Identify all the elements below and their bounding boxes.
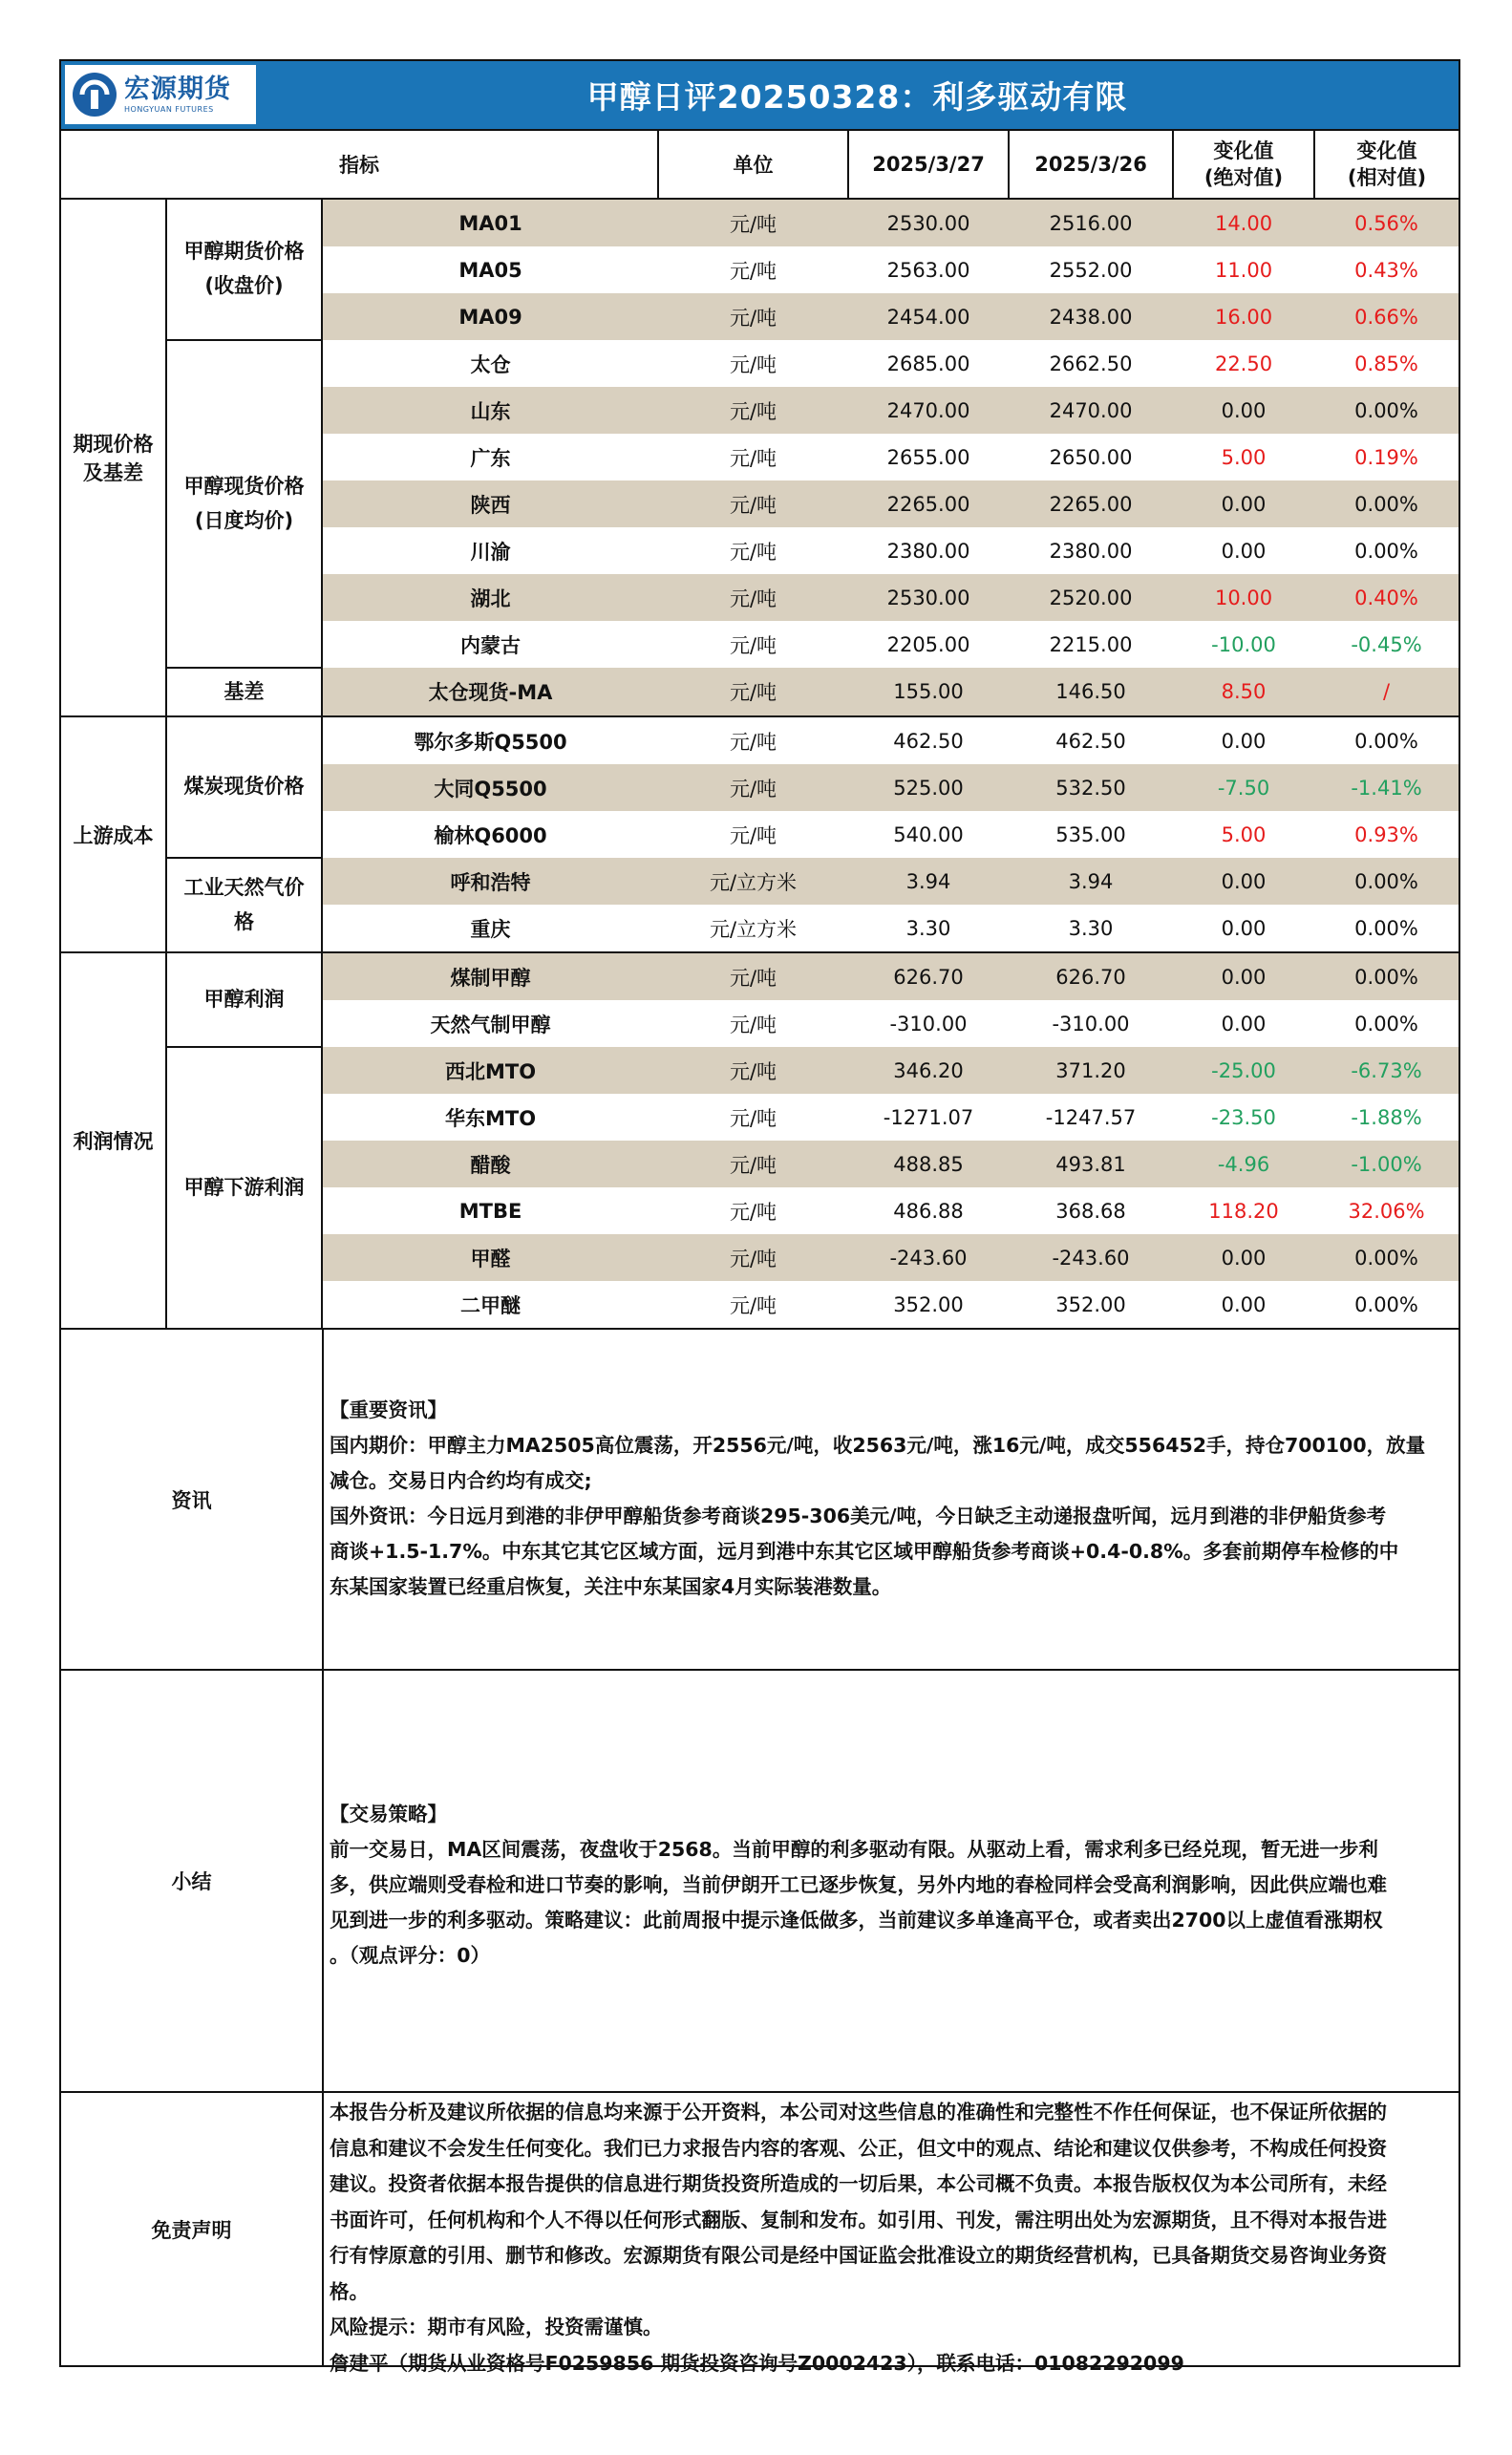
abs-change: -23.50: [1211, 1105, 1276, 1129]
unit-cell: 元/吨: [729, 1106, 777, 1130]
abs-change: 14.00: [1173, 199, 1314, 246]
indicator-name: 大同Q5500: [322, 764, 658, 811]
indicator-table: [61, 131, 1459, 1330]
disclaimer-label: 免责声明: [61, 2093, 324, 2365]
unit-cell: 元/吨: [729, 1200, 777, 1224]
value-date1: -310.00: [889, 1012, 968, 1035]
unit-cell: 元/吨: [729, 259, 777, 283]
unit-cell: 元/立方米: [658, 858, 848, 905]
rel-change: 0.00%: [1314, 1234, 1459, 1281]
subgroup-downstream-profit: 甲醇下游利润: [166, 1047, 322, 1329]
indicator-name: 二甲醚: [322, 1281, 658, 1329]
disclaimer-line: 詹建平（期货从业资格号F0259856 期货投资咨询号Z0002423），联系电话：01082292099: [330, 2351, 1184, 2375]
indicator-name: 天然气制甲醇: [430, 1013, 551, 1036]
abs-change: -4.96: [1173, 1141, 1314, 1187]
indicator-name: 川渝: [470, 540, 511, 564]
rel-change: 0.00%: [1314, 952, 1459, 1000]
rel-change: -1.41%: [1314, 764, 1459, 811]
rel-change: 0.00%: [1354, 729, 1418, 753]
rel-change: 32.06%: [1348, 1199, 1425, 1223]
rel-change: 0.40%: [1314, 574, 1459, 621]
rel-change: 0.00%: [1314, 1281, 1459, 1329]
rel-change: 0.00%: [1314, 480, 1459, 527]
value-date2: 626.70: [1009, 952, 1173, 1000]
unit-cell: 元/吨: [658, 480, 848, 527]
abs-change: 0.00: [1221, 729, 1267, 753]
rel-change: 0.00%: [1314, 858, 1459, 905]
indicator-name: 煤制甲醇: [322, 952, 658, 1000]
unit-cell: 元/立方米: [658, 905, 848, 952]
rel-change: 0.00%: [1354, 1012, 1418, 1035]
value-date1: 2380.00: [886, 539, 970, 563]
value-date1: 3.94: [848, 858, 1009, 905]
value-date2: 2215.00: [1049, 632, 1133, 656]
subgroup-basis: 基差: [166, 668, 322, 716]
unit-cell: 元/吨: [729, 540, 777, 564]
value-date2: 2380.00: [1049, 539, 1133, 563]
indicator-name: 湖北: [322, 574, 658, 621]
value-date2: 2438.00: [1009, 293, 1173, 340]
value-date2: 368.68: [1055, 1199, 1126, 1223]
summary-line: 。（观点评分：0）: [330, 1944, 491, 1967]
value-date2: 493.81: [1009, 1141, 1173, 1187]
indicator-name: 重庆: [322, 905, 658, 952]
value-date1: 2454.00: [848, 293, 1009, 340]
table-row: [61, 858, 1459, 905]
abs-change: 0.00: [1173, 905, 1314, 952]
subgroup-futures-price: 甲醇期货价格(收盘价): [166, 199, 322, 340]
col-header-abs-change: 变化值 (绝对值): [1173, 131, 1314, 199]
rel-change: 0.93%: [1354, 822, 1418, 846]
unit-cell: 元/吨: [729, 446, 777, 470]
value-date1: 462.50: [893, 729, 964, 753]
abs-change: -10.00: [1211, 632, 1276, 656]
abs-change: 8.50: [1173, 668, 1314, 716]
disclaimer-line: 格。: [330, 2279, 369, 2303]
rel-change: 0.66%: [1314, 293, 1459, 340]
rel-change: 0.19%: [1354, 445, 1418, 469]
value-date2: 371.20: [1009, 1047, 1173, 1094]
table-row: [61, 952, 1459, 1000]
value-date1: -1271.07: [883, 1105, 974, 1129]
unit-cell: 元/吨: [658, 764, 848, 811]
indicator-name: 醋酸: [322, 1141, 658, 1187]
abs-change: 10.00: [1173, 574, 1314, 621]
unit-cell: 元/吨: [658, 1047, 848, 1094]
col-header-indicator: 指标: [61, 131, 658, 199]
disclaimer-line: 风险提示：期市有风险，投资需谨慎。: [330, 2316, 663, 2338]
news-line: 减仓。交易日内合约均有成交;: [330, 1469, 592, 1492]
abs-change: 5.00: [1221, 445, 1267, 469]
abs-change: 5.00: [1221, 822, 1267, 846]
abs-change: 11.00: [1214, 258, 1273, 282]
unit-cell: 元/吨: [658, 1281, 848, 1329]
unit-cell: 元/吨: [729, 823, 777, 847]
indicator-name: 太仓现货-MA: [322, 668, 658, 716]
value-date2: 532.50: [1009, 764, 1173, 811]
unit-cell: 元/吨: [658, 1234, 848, 1281]
value-date2: 2650.00: [1049, 445, 1133, 469]
disclaimer-line: 本报告分析及建议所依据的信息均来源于公开资料，本公司对这些信息的准确性和完整性不作任何保证，也不保证所依据的: [330, 2101, 1387, 2124]
value-date2: 535.00: [1055, 822, 1126, 846]
disclaimer-line: 建议。投资者依据本报告提供的信息进行期货投资所造成的一切后果，本公司概不负责。本报告版权仅为本公司所有，未经: [330, 2172, 1387, 2195]
abs-change: -7.50: [1173, 764, 1314, 811]
subgroup-coal-spot: 煤炭现货价格: [166, 716, 322, 858]
value-date2: 3.94: [1009, 858, 1173, 905]
value-date1: 155.00: [848, 668, 1009, 716]
disclaimer-line: 行有悖原意的引用、删节和修改。宏源期货有限公司是经中国证监会批准设立的期货经营机构，已具备期货交易咨询业务资: [330, 2244, 1387, 2267]
group-upstream: 上游成本: [61, 716, 166, 952]
summary-line: 见到进一步的利多驱动。策略建议：此前周报中提示逢低做多，当前建议多单逢高平仓，或者卖出2700以上虚值看涨期权: [330, 1909, 1383, 1932]
unit-cell: 元/吨: [658, 574, 848, 621]
disclaimer-line: 书面许可，任何机构和个人不得以任何形式翻版、复制和发布。如引用、刊发，需注明出处为宏源期货，且不得对本报告进: [330, 2208, 1387, 2231]
unit-cell: 元/吨: [729, 1013, 777, 1036]
rel-change: 0.56%: [1314, 199, 1459, 246]
indicator-name: 内蒙古: [460, 633, 521, 657]
disclaimer-section: [61, 2093, 1459, 2375]
logo-mark-icon: [71, 71, 118, 118]
news-line: 商谈+1.5-1.7%。中东其它其它区域方面，远月到港中东其它区域甲醇船货参考商谈+0.4-0.8%。多套前期停车检修的中: [330, 1540, 1399, 1563]
abs-change: 118.20: [1208, 1199, 1279, 1223]
abs-change: 0.00: [1173, 480, 1314, 527]
value-date1: 486.88: [893, 1199, 964, 1223]
value-date2: 2520.00: [1009, 574, 1173, 621]
subgroup-methanol-profit: 甲醇利润: [166, 952, 322, 1047]
value-date2: -1247.57: [1045, 1105, 1137, 1129]
table-row: [61, 340, 1459, 387]
disclaimer-line: 信息和建议不会发生任何变化。我们已力求报告内容的客观、公正，但文中的观点、结论和建议仅供参考，不构成任何投资: [330, 2136, 1387, 2160]
col-header-date1: 2025/3/27: [848, 131, 1009, 199]
abs-change: 16.00: [1173, 293, 1314, 340]
value-date2: -310.00: [1052, 1012, 1130, 1035]
indicator-name: 甲醛: [322, 1234, 658, 1281]
table-row: [61, 716, 1459, 764]
indicator-name: MA05: [458, 258, 522, 282]
value-date1: 626.70: [848, 952, 1009, 1000]
disclaimer-body: [324, 2093, 1459, 2375]
unit-cell: 元/吨: [658, 1141, 848, 1187]
group-futures-basis: 期现价格及基差: [61, 199, 166, 716]
summary-label: 小结: [61, 1671, 324, 2091]
rel-change: 0.43%: [1354, 258, 1418, 282]
unit-cell: 元/吨: [729, 730, 777, 754]
indicator-name: 山东: [322, 387, 658, 434]
unit-cell: 元/吨: [658, 668, 848, 716]
value-date1: 2563.00: [886, 258, 970, 282]
title-banner: [61, 61, 1459, 131]
value-date1: 2205.00: [886, 632, 970, 656]
summary-section: [61, 1671, 1459, 2093]
summary-line: 前一交易日，MA区间震荡，夜盘收于2568。当前甲醇的利多驱动有限。从驱动上看，需求利多已经兑现，暂无进一步利: [330, 1838, 1378, 1861]
summary-line: 多，供应端则受春检和进口节奏的影响，当前伊朗开工已逐步恢复，另外内地的春检同样会受高利润影响，因此供应端也难: [330, 1873, 1387, 1896]
unit-cell: 元/吨: [658, 952, 848, 1000]
unit-cell: 元/吨: [658, 387, 848, 434]
news-label: 资讯: [61, 1330, 324, 1669]
subgroup-spot-price: 甲醇现货价格(日度均价): [166, 340, 322, 668]
table-row: [61, 199, 1459, 246]
abs-change: 0.00: [1173, 952, 1314, 1000]
unit-cell: 元/吨: [658, 199, 848, 246]
indicator-name: 西北MTO: [322, 1047, 658, 1094]
value-date2: 2516.00: [1009, 199, 1173, 246]
indicator-name: 呼和浩特: [322, 858, 658, 905]
table-row: [61, 1047, 1459, 1094]
logo-en-text: HONGYUAN FUTURES: [124, 104, 214, 114]
value-date1: 3.30: [848, 905, 1009, 952]
news-line: 国内期价：甲醇主力MA2505高位震荡，开2556元/吨，收2563元/吨，涨16元/吨，成交556452手，持仓700100，放量: [330, 1434, 1426, 1457]
rel-change: 0.85%: [1354, 352, 1418, 375]
value-date1: -243.60: [848, 1234, 1009, 1281]
unit-cell: 元/吨: [658, 293, 848, 340]
rel-change: -6.73%: [1314, 1047, 1459, 1094]
value-date1: 2530.00: [848, 574, 1009, 621]
abs-change: 22.50: [1214, 352, 1273, 375]
summary-body: [324, 1671, 1459, 2091]
indicator-name: 广东: [470, 446, 511, 470]
abs-change: -25.00: [1173, 1047, 1314, 1094]
indicator-name: MA01: [322, 199, 658, 246]
news-line: 国外资讯：今日远月到港的非伊甲醇船货参考商谈295-306美元/吨，今日缺乏主动递报盘听闻，远月到港的非伊船货参考: [330, 1505, 1387, 1527]
value-date1: 2655.00: [886, 445, 970, 469]
report-sheet: [59, 59, 1460, 2375]
rel-change: 0.00%: [1314, 905, 1459, 952]
abs-change: 0.00: [1173, 1234, 1314, 1281]
unit-cell: 元/吨: [729, 352, 777, 376]
report-title: 甲醇日评20250328：利多驱动有限: [586, 78, 1128, 116]
group-profit: 利润情况: [61, 952, 166, 1329]
value-date1: 2530.00: [848, 199, 1009, 246]
value-date2: 2265.00: [1009, 480, 1173, 527]
value-date2: -243.60: [1009, 1234, 1173, 1281]
summary-heading: 【交易策略】: [330, 1803, 447, 1825]
value-date2: 3.30: [1009, 905, 1173, 952]
value-date1: 540.00: [893, 822, 964, 846]
value-date2: 2552.00: [1049, 258, 1133, 282]
value-date2: 2470.00: [1009, 387, 1173, 434]
value-date2: 146.50: [1009, 668, 1173, 716]
rel-change: -1.88%: [1351, 1105, 1422, 1129]
rel-change: 0.00%: [1354, 539, 1418, 563]
indicator-name: 鄂尔多斯Q5500: [414, 730, 567, 754]
abs-change: 0.00: [1221, 539, 1267, 563]
news-line: 东某国家装置已经重启恢复，关注中东某国家4月实际装港数量。: [330, 1575, 892, 1598]
value-date1: 2685.00: [886, 352, 970, 375]
value-date1: 346.20: [848, 1047, 1009, 1094]
logo-cn-text: 宏源期货: [124, 74, 231, 104]
subgroup-natgas: 工业天然气价格: [166, 858, 322, 952]
news-heading: 【重要资讯】: [330, 1398, 447, 1421]
news-section: [61, 1330, 1459, 1671]
value-date1: 2265.00: [848, 480, 1009, 527]
col-header-rel-change: 变化值 (相对值): [1314, 131, 1459, 199]
rel-change: -0.45%: [1351, 632, 1422, 656]
value-date1: 488.85: [848, 1141, 1009, 1187]
value-date2: 2662.50: [1049, 352, 1133, 375]
rel-change: /: [1314, 668, 1459, 716]
indicator-name: 太仓: [470, 352, 511, 376]
col-header-unit: 单位: [658, 131, 848, 199]
table-row: [61, 668, 1459, 716]
value-date1: 2470.00: [848, 387, 1009, 434]
indicator-name: MA09: [322, 293, 658, 340]
abs-change: 0.00: [1173, 1281, 1314, 1329]
abs-change: 0.00: [1173, 858, 1314, 905]
abs-change: 0.00: [1173, 387, 1314, 434]
value-date1: 352.00: [848, 1281, 1009, 1329]
company-logo: [65, 65, 256, 124]
value-date1: 525.00: [848, 764, 1009, 811]
value-date2: 462.50: [1055, 729, 1126, 753]
indicator-rows: [61, 199, 1459, 1329]
indicator-name: 陕西: [322, 480, 658, 527]
value-date2: 352.00: [1009, 1281, 1173, 1329]
indicator-name: 榆林Q6000: [434, 823, 547, 847]
rel-change: 0.00%: [1314, 387, 1459, 434]
rel-change: -1.00%: [1314, 1141, 1459, 1187]
col-header-date2: 2025/3/26: [1009, 131, 1173, 199]
abs-change: 0.00: [1221, 1012, 1267, 1035]
indicator-name: 华东MTO: [444, 1106, 537, 1130]
indicator-name: MTBE: [458, 1199, 522, 1223]
unit-cell: 元/吨: [729, 633, 777, 657]
news-body: [324, 1330, 1459, 1669]
